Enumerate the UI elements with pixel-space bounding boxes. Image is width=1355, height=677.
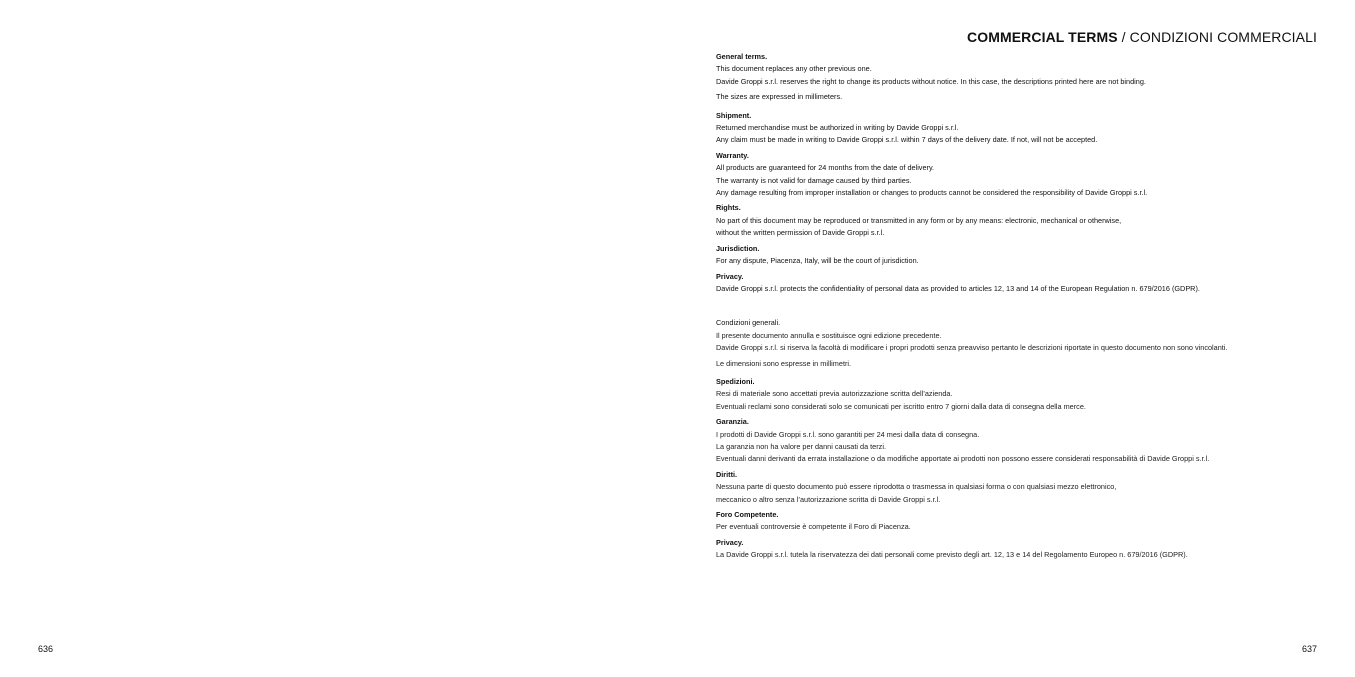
section-line: Davide Groppi s.r.l. protects the confidentiality of personal data as provided to articles 12, 13 and 14 of the European Regulation n. 679/2016 (GDPR). xyxy=(716,283,1200,293)
section-heading: Foro Competente. xyxy=(716,510,779,519)
section-warranty xyxy=(716,150,1316,200)
section-heading: Shipment. xyxy=(716,110,752,120)
section-jurisdiction xyxy=(716,243,1316,268)
section-rights xyxy=(716,202,1316,239)
page-number-right: 637 xyxy=(1301,644,1317,654)
title-english: COMMERCIAL TERMS xyxy=(967,29,1118,45)
sizes-note: Le dimensioni sono espresse in millimetri. xyxy=(716,358,852,368)
section-line: Per eventuali controversie è competente il Foro di Piacenza. xyxy=(716,522,911,532)
left-page xyxy=(0,0,677,677)
section-line: The warranty is not valid for damage caused by third parties. xyxy=(716,175,912,185)
section-heading: General terms. xyxy=(716,52,768,61)
section-condizioni-generali xyxy=(716,317,1316,370)
section-foro-competente xyxy=(716,509,1316,534)
section-heading: Diritti. xyxy=(716,469,738,479)
section-line: Any damage resulting from improper installation or changes to products cannot be considered the responsibility of Davide Groppi s.r.l. xyxy=(716,188,1148,198)
section-line: La Davide Groppi s.r.l. tutela la riservatezza dei dati personali come previsto degli art. 12, 13 e 14 del Regolamento Europeo n. 679/2016 (GDPR). xyxy=(716,550,1188,560)
section-line: I prodotti di Davide Groppi s.r.l. sono garantiti per 24 mesi dalla data di consegna. xyxy=(716,429,980,439)
section-heading: Condizioni generali. xyxy=(716,318,781,328)
section-heading: Spedizioni. xyxy=(716,376,755,386)
section-spedizioni xyxy=(716,376,1316,413)
italian-terms xyxy=(716,317,1316,561)
english-terms xyxy=(716,51,1316,295)
title-separator: / xyxy=(1117,29,1130,45)
section-heading: Garanzia. xyxy=(716,417,749,427)
section-line: Returned merchandise must be authorized in writing by Davide Groppi s.r.l. xyxy=(716,123,959,133)
section-line: This document replaces any other previous one. xyxy=(716,64,872,74)
section-line: La garanzia non ha valore per danni causati da terzi. xyxy=(716,441,886,451)
section-privacy xyxy=(716,271,1316,296)
section-line: Eventuali danni derivanti da errata installazione o da modifiche apportate ai prodotti non possono essere considerati responsabilità di Davide Groppi s.r.l. xyxy=(716,454,1210,464)
section-diritti xyxy=(716,469,1316,506)
section-line: No part of this document may be reproduced or transmitted in any form or by any means: electronic, mechanical or otherwise, xyxy=(716,215,1122,225)
sizes-note: The sizes are expressed in millimeters. xyxy=(716,92,843,102)
section-shipment xyxy=(716,110,1316,147)
section-line: Nessuna parte di questo documento può essere riprodotta o trasmessa in qualsiasi forma o con qualsiasi mezzo elettronico, xyxy=(716,482,1117,492)
section-heading: Rights. xyxy=(716,203,741,213)
section-line: For any dispute, Piacenza, Italy, will be the court of jurisdiction. xyxy=(716,256,919,266)
section-line: Eventuali reclami sono considerati solo se comunicati per iscritto entro 7 giorni dalla data di consegna della merce. xyxy=(716,401,1086,411)
section-line: All products are guaranteed for 24 months from the date of delivery. xyxy=(716,163,935,173)
section-heading: Jurisdiction. xyxy=(716,243,760,253)
section-line: Davide Groppi s.r.l. reserves the right to change its products without notice. In this case, the descriptions printed here are not binding. xyxy=(716,76,1146,86)
section-heading: Privacy. xyxy=(716,271,744,281)
section-line: Any claim must be made in writing to Davide Groppi s.r.l. within 7 days of the delivery date. If not, will not be accepted. xyxy=(716,135,1098,145)
terms-content xyxy=(716,51,1316,562)
right-page xyxy=(677,0,1355,677)
section-general-terms xyxy=(716,51,1316,104)
title-italian: CONDIZIONI COMMERCIALI xyxy=(1129,29,1317,45)
section-line: Davide Groppi s.r.l. si riserva la facoltà di modificare i propri prodotti senza preavviso pertanto le descrizioni riportate in questo documento non sono vincolanti. xyxy=(716,343,1228,353)
section-line: Resi di materiale sono accettati previa autorizzazione scritta dell’azienda. xyxy=(716,389,953,399)
section-line: meccanico o altro senza l’autorizzazione scritta di Davide Groppi s.r.l. xyxy=(716,494,941,504)
section-line: without the written permission of Davide Groppi s.r.l. xyxy=(716,228,885,238)
section-line: Il presente documento annulla e sostituisce ogni edizione precedente. xyxy=(716,330,942,340)
page-title xyxy=(967,29,1317,46)
section-heading: Warranty. xyxy=(716,150,749,160)
page-number-left: 636 xyxy=(38,644,54,654)
section-heading: Privacy. xyxy=(716,537,744,547)
section-garanzia xyxy=(716,416,1316,466)
section-privacy-it xyxy=(716,537,1316,562)
